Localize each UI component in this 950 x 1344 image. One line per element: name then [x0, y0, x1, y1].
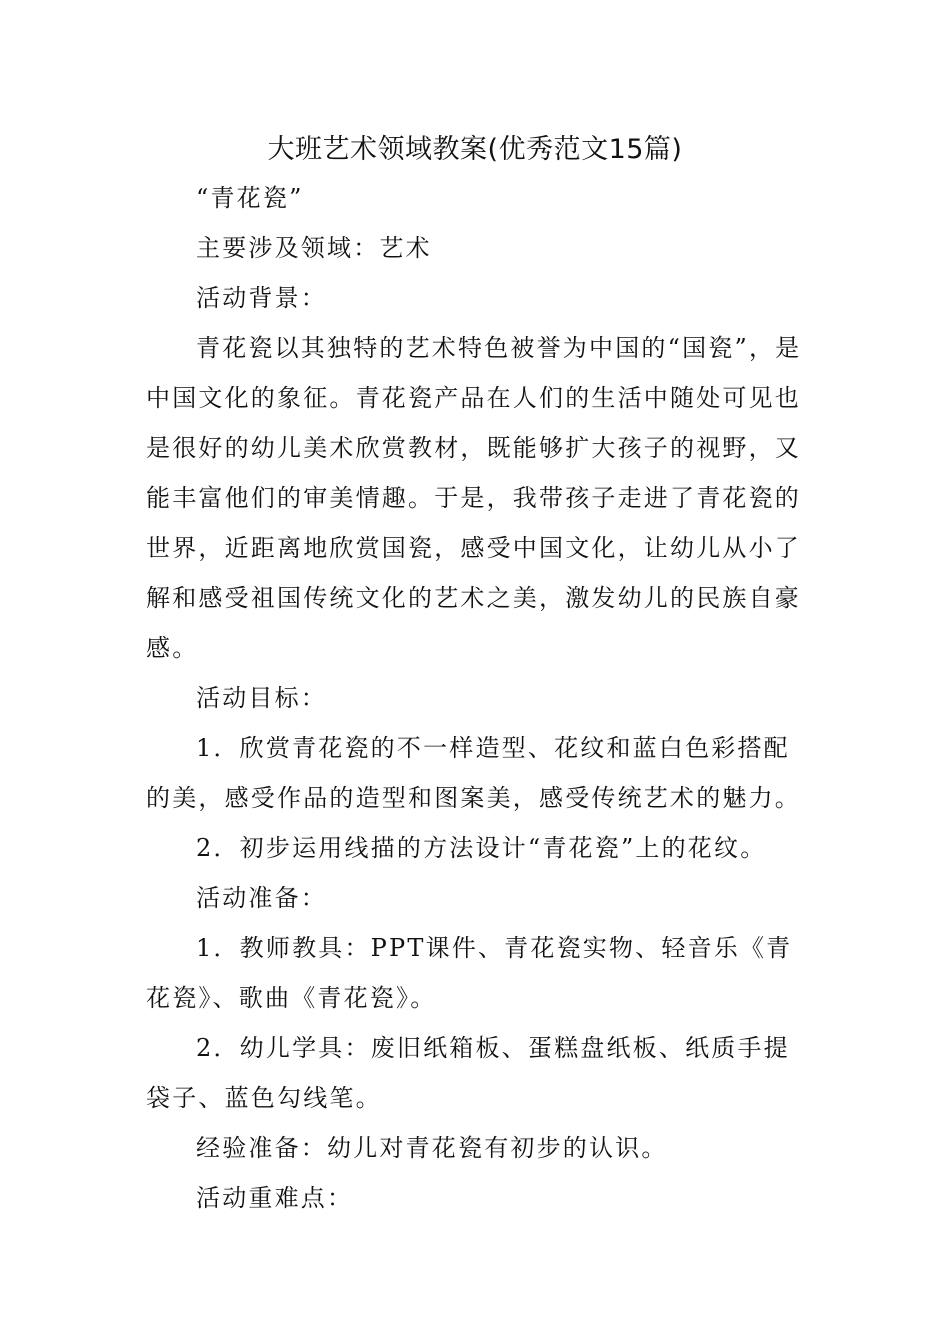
paragraph-goal-2: 2．初步运用线描的方法设计“青花瓷”上的花纹。: [196, 834, 767, 862]
paragraph-experience: 经验准备：幼儿对青花瓷有初步的认识。: [196, 1134, 668, 1162]
document-title: 大班艺术领域教案(优秀范文15篇): [267, 134, 683, 165]
heading-goals: 活动目标：: [196, 684, 327, 712]
document-body: [146, 173, 806, 1223]
paragraph-goal-1: 1．欣赏青花瓷的不一样造型、花纹和蓝白色彩搭配的美，感受作品的造型和图案美，感受传统艺术的魅力。: [146, 734, 801, 812]
paragraph-prep-1: 1．教师教具：PPT课件、青花瓷实物、轻音乐《青花瓷》、歌曲《青花瓷》。: [146, 934, 793, 1012]
heading-preparation: 活动准备：: [196, 884, 327, 912]
heading-background: 活动背景：: [196, 284, 327, 312]
paragraph-prep-2: 2．幼儿学具：废旧纸箱板、蛋糕盘纸板、纸质手提袋子、蓝色勾线笔。: [146, 1034, 790, 1112]
paragraph-domain: 主要涉及领域：艺术: [196, 234, 432, 262]
paragraph-background: 青花瓷以其独特的艺术特色被誉为中国的“国瓷”，是中国文化的象征。青花瓷产品在人们的生活中随处可见也是很好的幼儿美术欣赏教材，既能够扩大孩子的视野，又能丰富他们的审美情趣。于是，我带孩子走进了青花瓷的世界，近距离地欣赏国瓷，感受中国文化，让幼儿从小了解和感受祖国传统文化的艺术之美，激发幼儿的民族自豪感。: [146, 334, 802, 662]
paragraph-subject: “青花瓷”: [196, 184, 304, 212]
heading-key-points: 活动重难点：: [196, 1184, 354, 1212]
